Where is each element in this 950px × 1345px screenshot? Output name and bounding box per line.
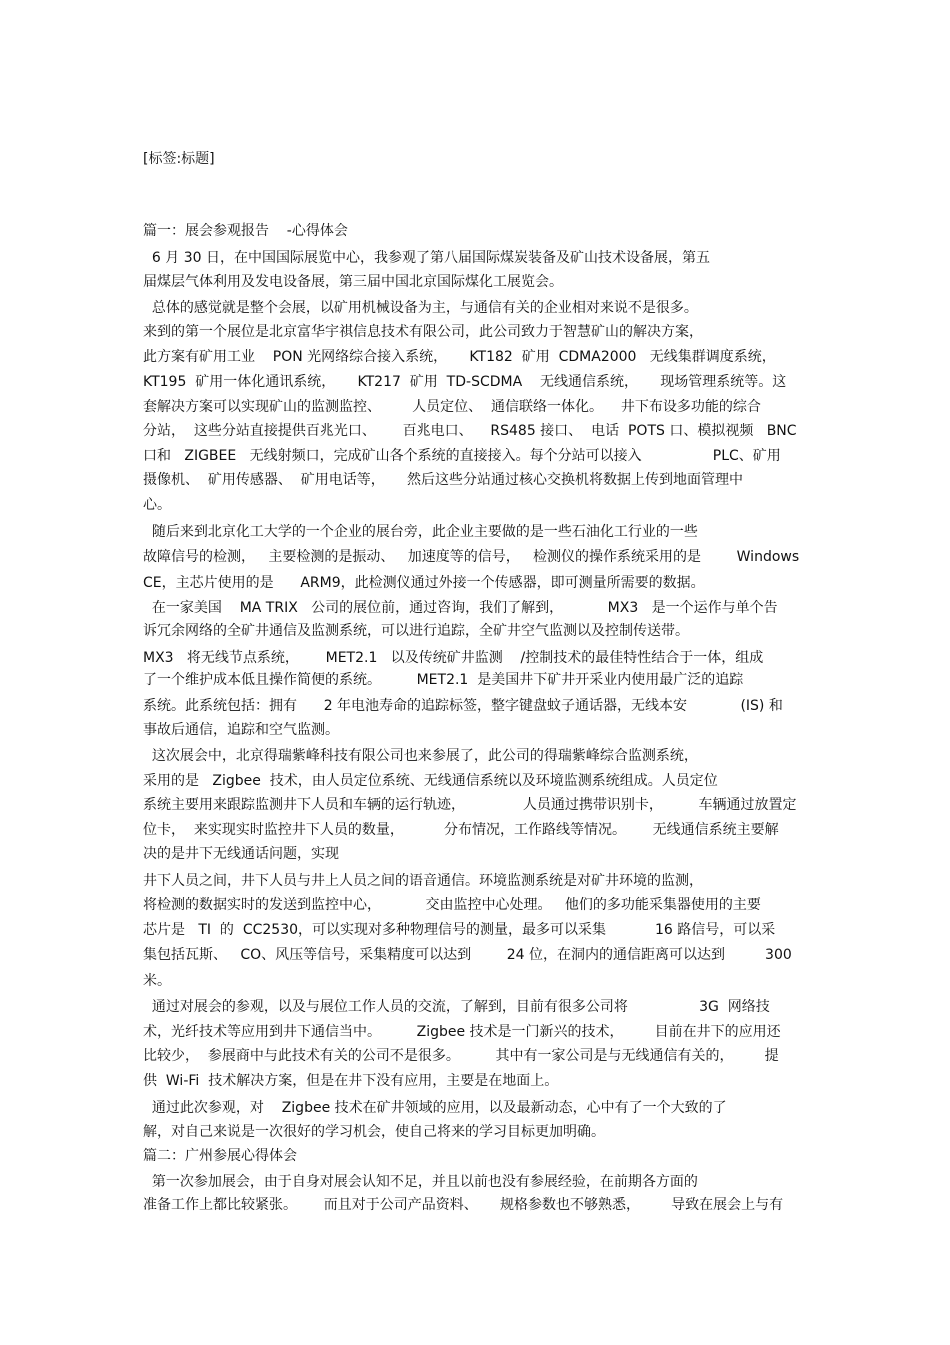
text-line: 术，光纤技术等应用到井下通信当中。 Zigbee 技术是一门新兴的技术， 目前在井下的应用还 xyxy=(143,1024,781,1040)
text-line: 摄像机、 矿用传感器、 矿用电话等， 然后这些分站通过核心交换机将数据上传到地面管理中 xyxy=(143,472,744,488)
text-line: 决的是井下无线通话问题，实现 xyxy=(143,846,339,862)
text-line: 在一家美国 MA TRIX 公司的展位前，通过咨询，我们了解到， MX3 是一个运作与单个告 xyxy=(143,600,778,616)
text-line: 芯片是 TI 的 CC2530，可以实现对多种物理信号的测量，最多可以采集 16 路信号，可以采 xyxy=(143,922,776,938)
text-line: 故障信号的检测， 主要检测的是振动、 加速度等的信号， 检测仪的操作系统采用的是 Windows xyxy=(143,549,800,565)
text-line: 位卡， 来实现实时监控井下人员的数量， 分布情况，工作路线等情况。 无线通信系统主要解 xyxy=(143,822,779,838)
text-line: CE，主芯片使用的是 ARM9，此检测仪通过外接一个传感器，即可测量所需要的数据。 xyxy=(143,575,705,591)
text-line: 这次展会中，北京得瑞紫峰科技有限公司也来参展了，此公司的得瑞紫峰综合监测系统， xyxy=(143,748,698,764)
text-line: 总体的感觉就是整个会展，以矿用机械设备为主，与通信有关的企业相对来说不是很多。 xyxy=(143,300,698,316)
text-line: 事故后通信，追踪和空气监测。 xyxy=(143,722,339,738)
text-line: 届煤层气体利用及发电设备展，第三届中国北京国际煤化工展览会。 xyxy=(143,274,563,290)
text-line: 井下人员之间，井下人员与井上人员之间的语音通信。环境监测系统是对矿井环境的监测， xyxy=(143,873,703,889)
text-line: 采用的是 Zigbee 技术，由人员定位系统、无线通信系统以及环境监测系统组成。人员定位 xyxy=(143,773,718,789)
text-line: 解，对自己来说是一次很好的学习机会，使自己将来的学习目标更加明确。 xyxy=(143,1124,605,1140)
text-line: 准备工作上都比较紧张。 而且对于公司产品资料、 规格参数也不够熟悉， 导致在展会上与有 xyxy=(143,1197,784,1213)
text-line: 比较少， 参展商中与此技术有关的公司不是很多。 其中有一家公司是与无线通信有关的， 提 xyxy=(143,1048,779,1064)
text-line: 通过此次参观，对 Zigbee 技术在矿井领域的应用，以及最新动态，心中有了一个大致的了 xyxy=(143,1100,727,1116)
text-line: 诉冗余网络的全矿井通信及监测系统，可以进行追踪，全矿井空气监测以及控制传送带。 xyxy=(143,623,689,639)
text-line: 系统主要用来跟踪监测井下人员和车辆的运行轨迹， 人员通过携带识别卡， 车辆通过放置定 xyxy=(143,797,797,813)
text-line: 了一个维护成本低且操作简便的系统。 MET2.1 是美国井下矿井开采业内使用最广泛的追踪 xyxy=(143,672,744,688)
text-line: 6 月 30 日，在中国国际展览中心，我参观了第八届国际煤炭装备及矿山技术设备展，第五 xyxy=(143,250,710,266)
text-line: 第一次参加展会，由于自身对展会认知不足，并且以前也没有参展经验，在前期各方面的 xyxy=(143,1174,698,1190)
text-line: 此方案有矿用工业 PON 光网络综合接入系统， KT182 矿用 CDMA2000 无线集群调度系统， xyxy=(143,349,776,365)
tag-title-label: [标签:标题] xyxy=(143,151,215,167)
text-line: 篇二：广州参展心得体会 xyxy=(143,1148,297,1164)
text-line: 通过对展会的参观，以及与展位工作人员的交流，了解到，目前有很多公司将 3G 网络技 xyxy=(143,999,770,1015)
text-line: KT195 矿用一体化通讯系统， KT217 矿用 TD-SCDMA 无线通信系统， 现场管理系统等。这 xyxy=(143,374,787,390)
text-line: 将检测的数据实时的发送到监控中心， 交由监控中心处理。 他们的多功能采集器使用的主要 xyxy=(143,897,761,913)
text-line: 套解决方案可以实现矿山的监测监控、 人员定位、 通信联络一体化。 井下布设多功能的综合 xyxy=(143,399,761,415)
text-line: 供 Wi-Fi 技术解决方案，但是在井下没有应用，主要是在地面上。 xyxy=(143,1073,559,1089)
text-line: 篇一：展会参观报告 -心得体会 xyxy=(143,223,348,239)
text-line: MX3 将无线节点系统， MET2.1 以及传统矿井监测 /控制技术的最佳特性结合于一体，组成 xyxy=(143,650,764,666)
text-line: 系统。此系统包括：拥有 2 年电池寿命的追踪标签，整字键盘蚊子通话器，无线本安 (IS) 和 xyxy=(143,698,783,714)
text-line: 米。 xyxy=(143,973,171,989)
text-line: 分站， 这些分站直接提供百兆光口、 百兆电口、 RS485 接口、 电话 POTS 口、模拟视频 BNC xyxy=(143,423,797,439)
text-line: 来到的第一个展位是北京富华宇祺信息技术有限公司，此公司致力于智慧矿山的解决方案， xyxy=(143,324,703,340)
text-line: 集包括瓦斯、 CO、风压等信号，采集精度可以达到 24 位，在洞内的通信距离可以达到 300 xyxy=(143,947,792,963)
text-line: 口和 ZIGBEE 无线射频口，完成矿山各个系统的直接接入。每个分站可以接入 PLC、矿用 xyxy=(143,448,781,464)
text-line: 随后来到北京化工大学的一个企业的展台旁，此企业主要做的是一些石油化工行业的一些 xyxy=(143,524,698,540)
text-line: 心。 xyxy=(143,497,171,513)
